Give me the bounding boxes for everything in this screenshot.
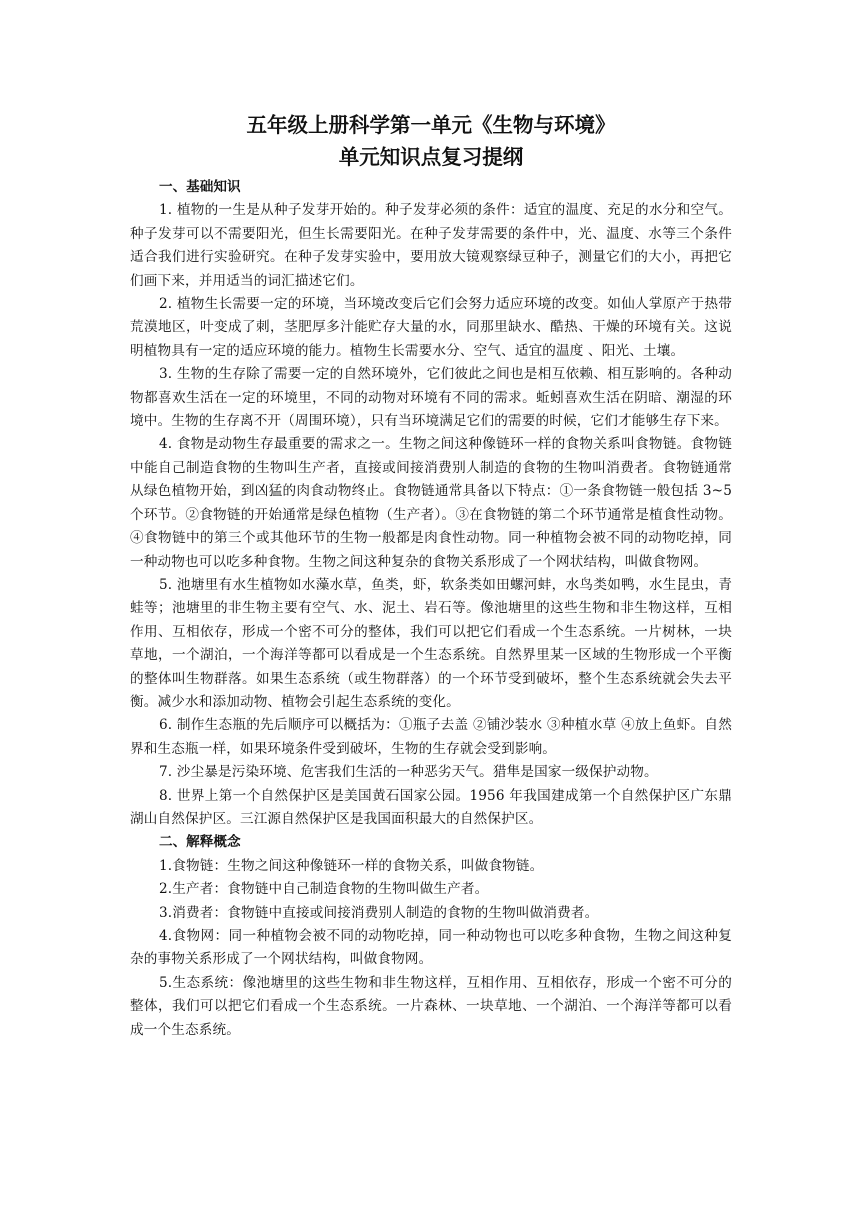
paragraph: 1. 植物的一生是从种子发芽开始的。种子发芽必须的条件：适宜的温度、充足的水分和空气。种子发芽可以不需要阳光，但生长需要阳光。在种子发芽需要的条件中，光、温度、水等三个条件适合我们进行实验研究。在种子发芽实验中，要用放大镜观察绿豆种子，测量它们的大小，再把它们画下来，并用适当的词汇描述它们。 <box>130 202 732 289</box>
paragraph: 1.食物链：生物之间这种像链环一样的食物关系，叫做食物链。 <box>159 857 544 874</box>
section-heading: 二、解释概念 <box>159 834 241 851</box>
paragraph: 2. 植物生长需要一定的环境，当环境改变后它们会努力适应环境的改变。如仙人掌原产于热带荒漠地区，叶变成了刺，茎肥厚多汁能贮存大量的水，同那里缺水、酷热、干燥的环境有关。这说明植物具有一定的适应环境的能力。植物生长需要水分、空气、适宜的温度 、阳光、土壤。 <box>130 296 732 359</box>
paragraph: 3.消费者：食物链中直接或间接消费别人制造的食物的生物叫做消费者。 <box>159 904 599 921</box>
paragraph: 3. 生物的生存除了需要一定的自然环境外，它们彼此之间也是相互依赖、相互影响的。各种动物都喜欢生活在一定的环境里，不同的动物对环境有不同的需求。蚯蚓喜欢生活在阴暗、潮湿的环境中。生物的生存离不开（周围环境），只有当环境满足它们的需要的时候，它们才能够生存下来。 <box>130 366 732 430</box>
document-title: 五年级上册科学第一单元《生物与环境》 <box>246 113 616 137</box>
paragraph: 5.生态系统：像池塘里的这些生物和非生物这样，互相作用、互相依存，形成一个密不可分的整体，我们可以把它们看成一个生态系统。一片森林、一块草地、一个湖泊、一个海洋等都可以看成一个生态系统。 <box>130 974 732 1038</box>
paragraph: 8. 世界上第一个自然保护区是美国黄石国家公园。1956 年我国建成第一个自然保护区广东鼎湖山自然保护区。三江源自然保护区是我国面积最大的自然保护区。 <box>130 787 732 827</box>
section-heading: 一、基础知识 <box>159 179 241 195</box>
section-concepts <box>130 831 732 1042</box>
paragraph: 6. 制作生态瓶的先后顺序可以概括为：①瓶子去盖 ②铺沙装水 ③种植水草 ④放上鱼虾。自然界和生态瓶一样，如果环境条件受到破坏，生物的生存就会受到影响。 <box>130 717 732 757</box>
document-content <box>130 110 732 1042</box>
paragraph: 4. 食物是动物生存最重要的需求之一。生物之间这种像链环一样的食物关系叫食物链。食物链中能自己制造食物的生物叫生产者，直接或间接消费别人制造的食物的生物叫消费者。食物链通常从绿色植物开始，到凶猛的肉食动物终止。食物链通常具备以下特点：①一条食物链一般包括 3~5 个环节。②食物链的开始通常是绿色植物（生产者）。③在食物链的第二个环节通常是植食性动物。④食物链中的第三个或其他环节的生物一般都是肉食性动物。同一种植物会被不同的动物吃掉，同一种动物也可以吃多种食物。生物之间这种复杂的食物关系形成了一个网状结构，叫做食物网。 <box>130 436 732 570</box>
document-subtitle: 单元知识点复习提纲 <box>338 145 524 169</box>
section-basic-knowledge <box>130 176 732 831</box>
paragraph: 5. 池塘里有水生植物如水藻水草，鱼类，虾，软条类如田螺河蚌，水鸟类如鸭，水生昆虫，青蛙等；池塘里的非生物主要有空气、水、泥土、岩石等。像池塘里的这些生物和非生物这样，互相作用、互相依存，形成一个密不可分的整体，我们可以把它们看成一个生态系统。一片树林，一块草地，一个湖泊，一个海洋等都可以看成是一个生态系统。自然界里某一区域的生物形成一个平衡的整体叫生物群落。如果生态系统（或生物群落）的一个环节受到破坏，整个生态系统就会失去平衡。减少水和添加动物、植物会引起生态系统的变化。 <box>130 576 732 710</box>
paragraph: 2.生产者：食物链中自己制造食物的生物叫做生产者。 <box>159 881 489 898</box>
paragraph: 4.食物网：同一种植物会被不同的动物吃掉，同一种动物也可以吃多种食物，生物之间这种复杂的事物关系形成了一个网状结构，叫做食物网。 <box>130 928 732 968</box>
paragraph: 7. 沙尘暴是污染环境、危害我们生活的一种恶劣天气。猎隼是国家一级保护动物。 <box>159 764 658 781</box>
